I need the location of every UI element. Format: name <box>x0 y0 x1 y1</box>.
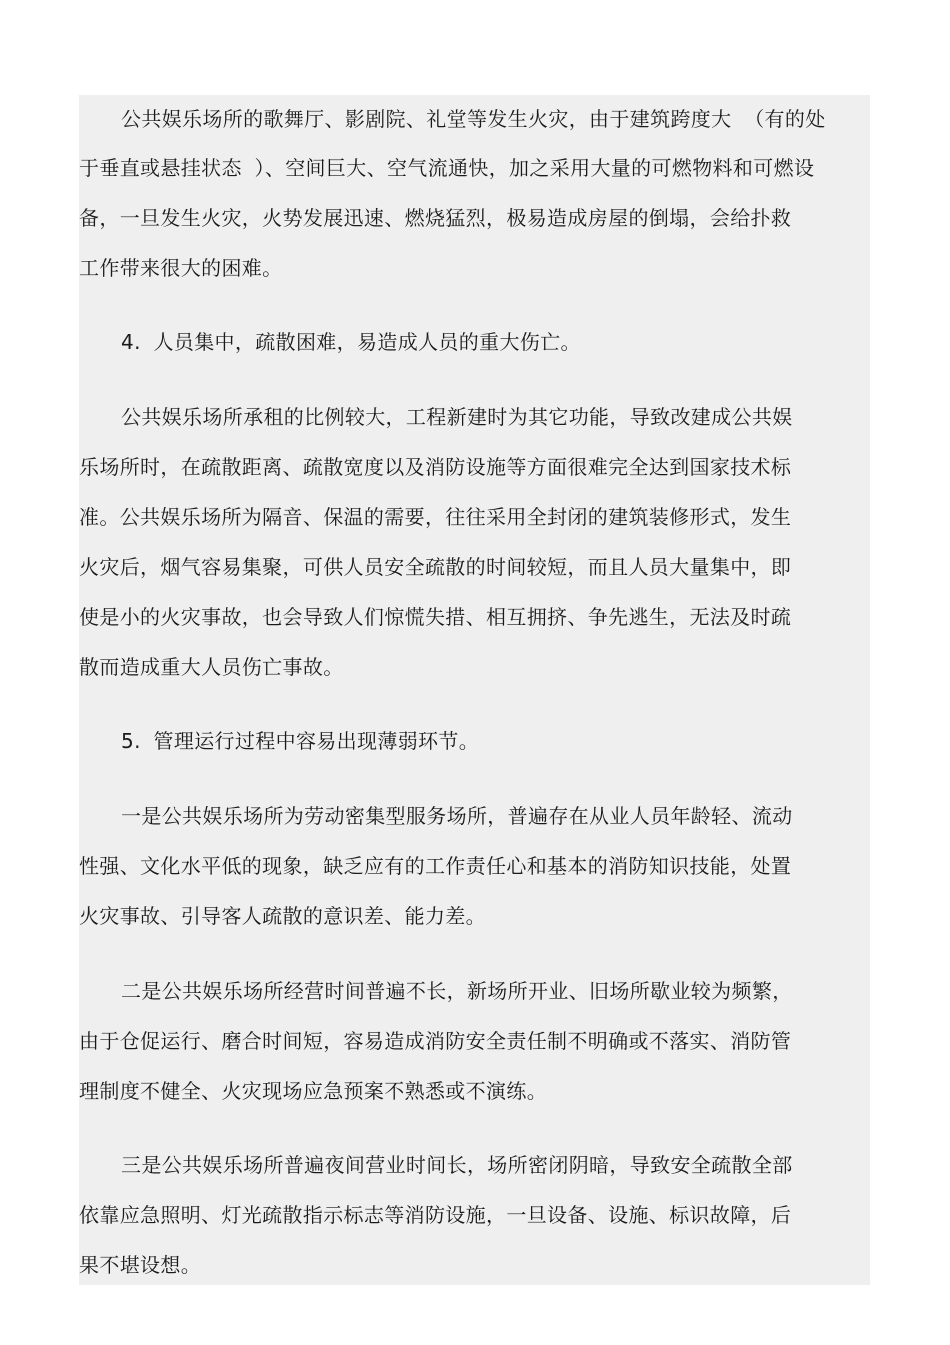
text-line: 火灾事故、引导客人疏散的意识差、能力差。 <box>79 904 486 928</box>
text-line: 备，一旦发生火灾，火势发展迅速、燃烧猛烈，极易造成房屋的倒塌，会给扑救 <box>79 206 792 230</box>
text-line: 使是小的火灾事故，也会导致人们惊慌失措、相互拥挤、争先逃生，无法及时疏 <box>79 605 792 629</box>
text-line: 果不堪设想。 <box>79 1253 202 1277</box>
section-heading-5: 5. 管理运行过程中容易出现薄弱环节。 <box>121 729 480 753</box>
text-line: 散而造成重大人员伤亡事故。 <box>79 655 344 679</box>
text-line: 依靠应急照明、灯光疏散指示标志等消防设施，一旦设备、设施、标识故障，后 <box>79 1203 792 1227</box>
text-line: 三是公共娱乐场所普遍夜间营业时间长，场所密闭阴暗，导致安全疏散全部 <box>121 1153 793 1177</box>
text-line: 准。公共娱乐场所为隔音、保温的需要，往往采用全封闭的建筑装修形式，发生 <box>79 505 792 529</box>
text-line: 性强、文化水平低的现象，缺乏应有的工作责任心和基本的消防知识技能，处置 <box>79 854 792 878</box>
text-line: 一是公共娱乐场所为劳动密集型服务场所，普遍存在从业人员年龄轻、流动 <box>121 804 793 828</box>
document-text-panel <box>79 95 870 1285</box>
text-line: 乐场所时，在疏散距离、疏散宽度以及消防设施等方面很难完全达到国家技术标 <box>79 455 792 479</box>
text-line: 公共娱乐场所的歌舞厅、影剧院、礼堂等发生火灾，由于建筑跨度大 （有的处 <box>121 107 826 131</box>
section-heading-4: 4. 人员集中，疏散困难，易造成人员的重大伤亡。 <box>121 330 581 354</box>
text-line: 由于仓促运行、磨合时间短，容易造成消防安全责任制不明确或不落实、消防管 <box>79 1029 792 1053</box>
text-line: 理制度不健全、火灾现场应急预案不熟悉或不演练。 <box>79 1079 548 1103</box>
text-line: 于垂直或悬挂状态 ）、空间巨大、空气流通快，加之采用大量的可燃物料和可燃设 <box>79 156 815 180</box>
text-line: 二是公共娱乐场所经营时间普遍不长，新场所开业、旧场所歇业较为频繁， <box>121 979 793 1003</box>
text-line: 公共娱乐场所承租的比例较大，工程新建时为其它功能，导致改建成公共娱 <box>121 405 793 429</box>
text-line: 火灾后，烟气容易集聚，可供人员安全疏散的时间较短，而且人员大量集中，即 <box>79 555 792 579</box>
text-line: 工作带来很大的困难。 <box>79 256 283 280</box>
